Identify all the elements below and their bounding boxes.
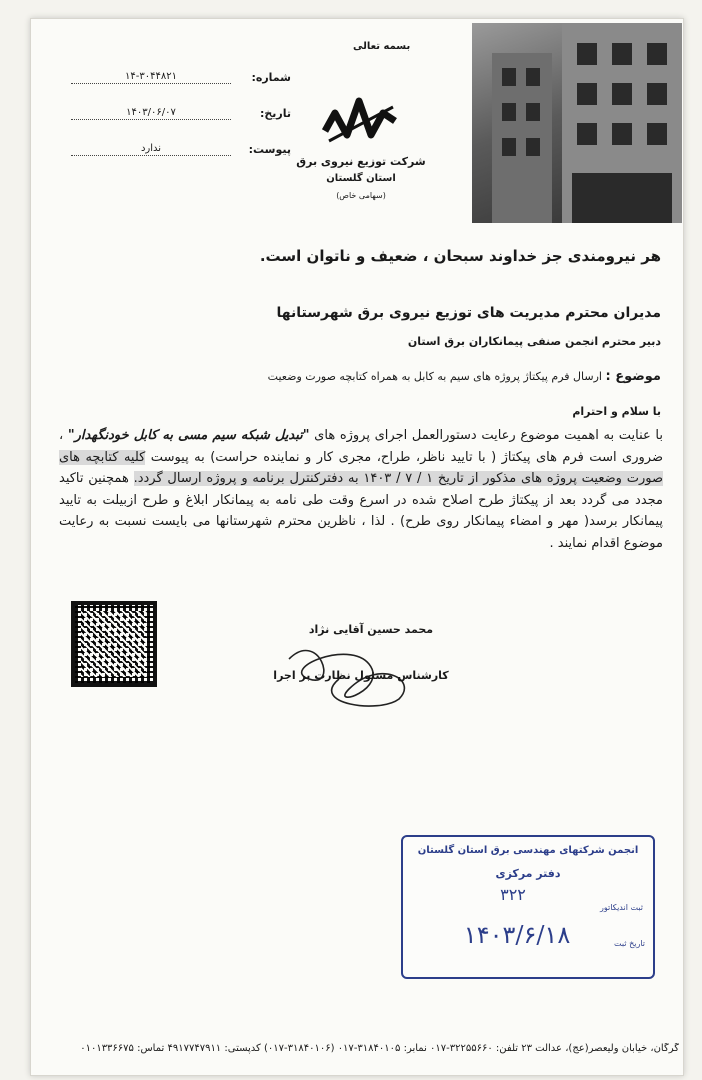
body-project-title: "تبدیل شبکه سیم مسی به کابل خودنگهدار" — [67, 428, 310, 443]
number-value: ۱۴-۳۰۴۴۸۲۱ — [71, 71, 231, 84]
letter-number — [71, 71, 291, 84]
bismillah: بسمه تعالی — [353, 41, 411, 52]
addressee-association: دبیر محترم انجمن صنفی پیمانکاران برق استان — [407, 335, 661, 348]
stamp-date: ۱۴۰۳/۶/۱۸ — [463, 921, 571, 949]
stamp-number-label: ثبت اندیکاتور — [600, 903, 643, 912]
signer-name: محمد حسین آقایی نژاد — [308, 623, 434, 636]
attachment-label: پیوست: — [248, 143, 291, 156]
subject-label: موضوع : — [605, 369, 661, 384]
salutation: با سلام و احترام — [572, 405, 661, 418]
letter-body — [59, 425, 663, 554]
stamp-date-label: تاریخ ثبت — [614, 939, 645, 948]
stamp-office: دفتر مرکزی — [495, 867, 561, 880]
date-value: ۱۴۰۳/۰۶/۰۷ — [71, 107, 231, 120]
letter-date — [71, 107, 291, 120]
letter-attachment — [71, 143, 291, 156]
stamp-org: انجمن شرکتهای مهندسی برق استان گلستان — [417, 845, 639, 856]
body-part-3: همچنین تاکید مجدد می گردد بعد از پیکتاژ طرح اصلاح شده در اسرع وقت طی نامه به پیمانکار ابلاغ و طرح ازبیلت به تایید پیمانکار برسد( مهر و امضاء پیمانکار روی طرح) . لذا ، ناظرین محترم شهرستانها می بایست نسبت به رعایت موضوع اقدام نمایند . — [59, 471, 663, 551]
addressee-managers: مدیران محترم مدیریت های توزیع نیروی برق شهرستانها — [276, 305, 661, 321]
attachment-value: ندارد — [71, 143, 231, 156]
body-highlight: کلیه کتابچه های صورت وضعیت پروژه های مذکور از تاریخ ۱ / ۷ / ۱۴۰۳ به دفترکنترل برنامه و پروژه ارسال گردد. — [59, 449, 663, 486]
footer-address: گرگان، خیابان ولیعصر(عج)، عدالت ۲۳ تلفن: ۳۲۲۵۵۶۶۰-۰۱۷ نمابر: ۳۱۸۴۰۱۰۵-۰۱۷ (۳۱۸۴۰۱۰۶-۰۱۷) کدپستی: ۴۹۱۷۷۴۷۹۱۱ تماس: ۰۱۰۱۳۳۶۶۷۵ — [80, 1043, 679, 1054]
letter-sheet — [30, 18, 684, 1076]
body-part-1: با عنایت به اهمیت موضوع رعایت دستورالعمل اجرای پروژه های — [309, 428, 663, 443]
company-logo-icon — [321, 91, 401, 151]
subject-text: ارسال فرم پیکتاژ پروژه های سیم به کابل به همراه کتابچه صورت وضعیت — [267, 370, 602, 383]
building-photo — [472, 23, 682, 223]
subject-line — [131, 369, 661, 384]
registration-stamp — [401, 835, 655, 979]
date-label: تاریخ: — [259, 107, 291, 120]
qr-code-icon — [71, 601, 157, 687]
company-type: (سهامی خاص) — [336, 191, 386, 200]
body-part-2: ، ضروری است فرم های پیکتاژ ( با تایید ناظر، طراح، مجری کار و نماینده حراست) به پیوست — [59, 428, 663, 465]
number-label: شماره: — [251, 71, 291, 84]
stamp-number: ۳۲۲ — [500, 885, 526, 904]
company-province: استان گلستان — [326, 173, 396, 184]
company-name: شرکت توزیع نیروی برق — [296, 155, 426, 168]
signer-title: کارشناس مسئول نظارت بر اجرا — [273, 669, 449, 682]
greeting: هر نیرومندی جز خداوند سبحان ، ضعیف و ناتوان است. — [259, 247, 661, 265]
